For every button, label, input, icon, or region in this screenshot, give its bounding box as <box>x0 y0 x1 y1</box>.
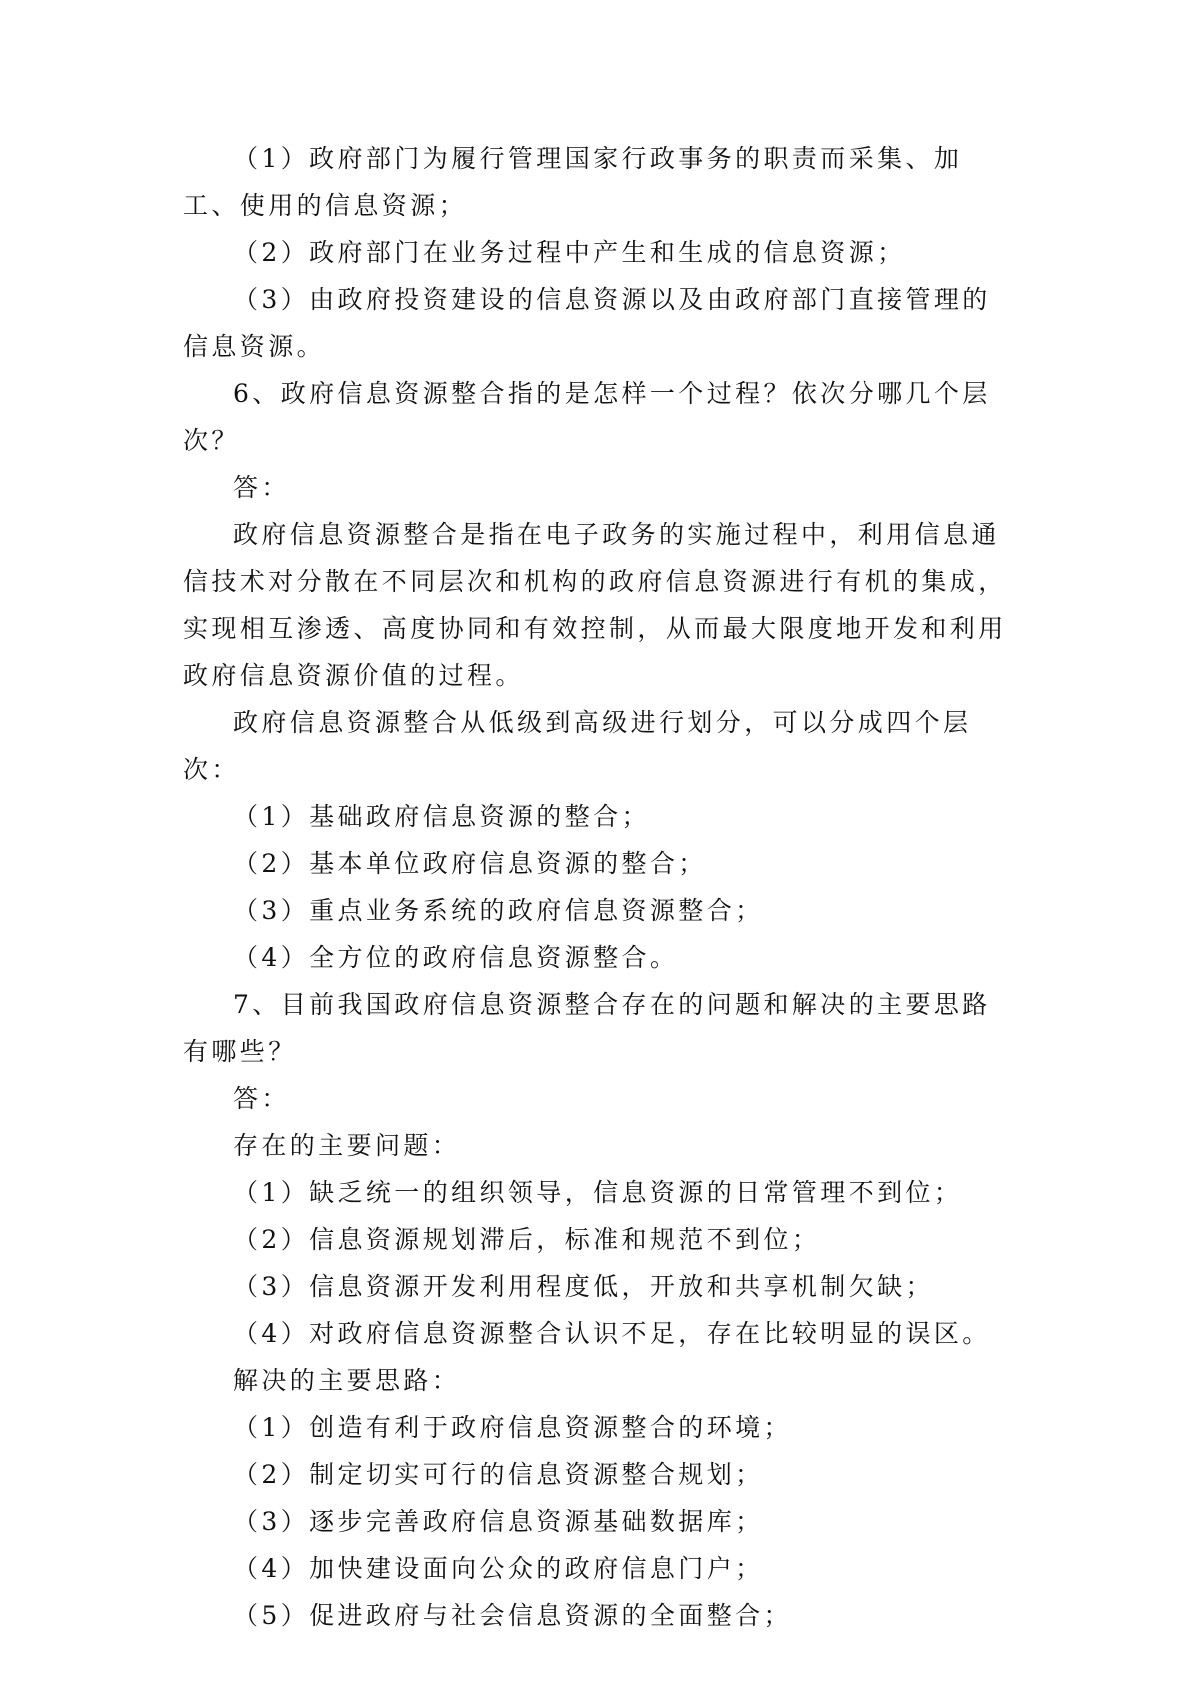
list-item: （4）对政府信息资源整合认识不足，存在比较明显的误区。 <box>233 1319 991 1348</box>
paragraph: 政府信息资源整合是指在电子政务的实施过程中，利用信息通信技术对分散在不同层次和机构的政府信息资源进行有机的集成，实现相互渗透、高度协同和有效控制，从而最大限度地开发和利用政府信息资源价值的过程。 <box>183 520 1007 690</box>
list-item: （2）制定切实可行的信息资源整合规划； <box>233 1460 764 1489</box>
document-body <box>183 135 1013 1639</box>
answer-label: 答： <box>233 1084 290 1113</box>
list-item: （3）重点业务系统的政府信息资源整合； <box>233 896 764 925</box>
paragraph: （1）政府部门为履行管理国家行政事务的职责而采集、加工、使用的信息资源； <box>183 144 963 220</box>
answer-label: 答： <box>233 473 290 502</box>
list-item: （4）加快建设面向公众的政府信息门户； <box>233 1554 764 1583</box>
paragraph: 政府信息资源整合从低级到高级进行划分，可以分成四个层次： <box>183 708 972 784</box>
list-item: （5）促进政府与社会信息资源的全面整合； <box>233 1601 792 1630</box>
list-item: （2）信息资源规划滞后，标准和规范不到位； <box>233 1225 821 1254</box>
question-heading: 6、政府信息资源整合指的是怎样一个过程？依次分哪几个层次？ <box>183 379 991 455</box>
list-item: （3）逐步完善政府信息资源基础数据库； <box>233 1507 764 1536</box>
paragraph: （2）政府部门在业务过程中产生和生成的信息资源； <box>233 238 906 267</box>
list-item: （3）信息资源开发利用程度低，开放和共享机制欠缺； <box>233 1272 934 1301</box>
paragraph: （3）由政府投资建设的信息资源以及由政府部门直接管理的信息资源。 <box>183 285 991 361</box>
question-heading: 7、目前我国政府信息资源整合存在的问题和解决的主要思路有哪些？ <box>183 990 991 1066</box>
section-label: 解决的主要思路： <box>233 1366 461 1395</box>
list-item: （4）全方位的政府信息资源整合。 <box>233 943 679 972</box>
list-item: （2）基本单位政府信息资源的整合； <box>233 849 707 878</box>
section-label: 存在的主要问题： <box>233 1131 461 1160</box>
list-item: （1）基础政府信息资源的整合； <box>233 802 650 831</box>
list-item: （1）缺乏统一的组织领导，信息资源的日常管理不到位； <box>233 1178 963 1207</box>
list-item: （1）创造有利于政府信息资源整合的环境； <box>233 1413 792 1442</box>
